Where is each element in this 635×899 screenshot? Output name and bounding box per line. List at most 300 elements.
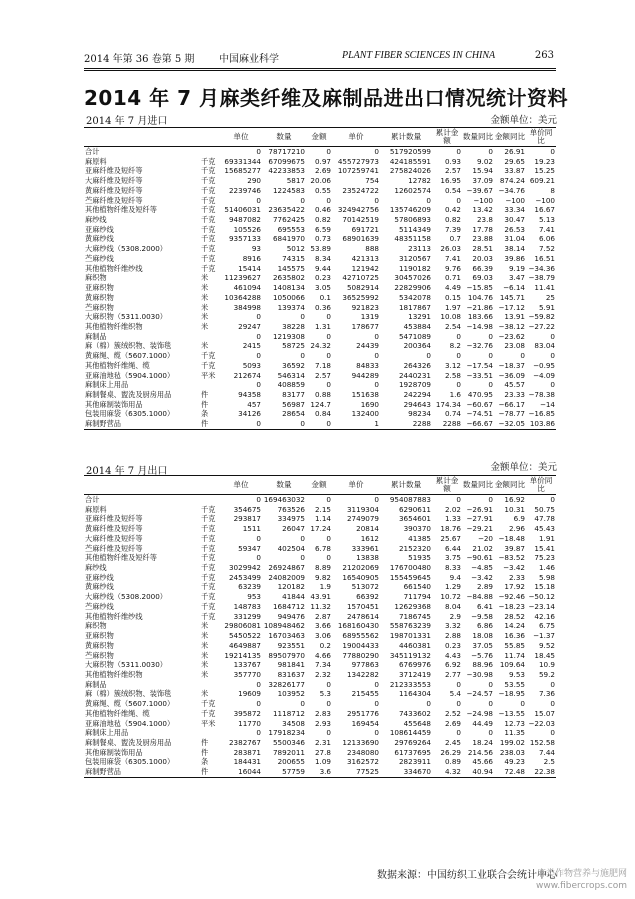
row-value: 4.49 (444, 283, 461, 293)
row-value: 4.66 (314, 650, 331, 660)
row-value: 1.14 (314, 514, 331, 524)
row-value: 5500346 (272, 737, 305, 747)
row-value: 0.89 (444, 757, 461, 767)
row-value: 18.76 (440, 524, 461, 534)
row-value: −100 (505, 195, 525, 205)
row-value: 7762425 (272, 215, 305, 225)
table-row (84, 544, 556, 554)
row-value: 178677 (351, 321, 379, 331)
row-value: 0 (300, 533, 305, 543)
table-row (84, 660, 556, 670)
row-value: 2951776 (346, 708, 379, 718)
row-value: −0.95 (532, 360, 555, 370)
row-value: 661540 (403, 582, 431, 592)
row-value: 333961 (351, 543, 379, 553)
row-value: 59.2 (538, 669, 555, 679)
row-value: 293817 (233, 514, 261, 524)
row-value: 334975 (277, 514, 305, 524)
row-value: 2.5 (543, 757, 555, 767)
row-value: 11770 (238, 718, 261, 728)
row-value: 408859 (277, 380, 305, 390)
row-value: −32.05 (498, 419, 525, 429)
row-value: 176700480 (389, 563, 431, 573)
row-name: 亚麻油地毡（5904.1000） (85, 718, 175, 728)
row-unit: 件 (201, 389, 209, 399)
row-value: 3029942 (228, 563, 261, 573)
row-value: 2.88 (444, 631, 461, 641)
row-value: 12782 (408, 176, 431, 186)
row-value: 242294 (403, 389, 431, 399)
row-value: −18.95 (498, 689, 525, 699)
header-cell: 单价同比 (526, 476, 556, 495)
row-value: 2.45 (444, 737, 461, 747)
row-value: 6290611 (398, 504, 431, 514)
row-value: 121942 (351, 263, 379, 273)
row-name: 苎麻织物 (85, 650, 114, 660)
row-unit: 千克 (201, 553, 216, 563)
row-value: 50.75 (534, 504, 555, 514)
table-row (84, 400, 556, 410)
import-section-label: 2014 年 7 月进口 (86, 116, 168, 127)
row-value: 1817867 (398, 302, 431, 312)
row-value: 944289 (351, 370, 379, 380)
row-value: 16540905 (342, 572, 379, 582)
table-row (84, 699, 556, 709)
import-table-block (84, 127, 556, 430)
row-value: 6.59 (314, 224, 331, 234)
row-name: 麻织物 (85, 621, 107, 631)
watermark-line2: www.fibercrops.com (536, 881, 627, 891)
row-value: 546314 (277, 370, 305, 380)
row-value: 0 (326, 331, 331, 341)
row-unit: 千克 (201, 263, 216, 273)
row-value: 8 (550, 185, 555, 195)
row-value: 0 (256, 495, 261, 504)
row-unit: 米 (201, 650, 209, 660)
header-cell: 数量同比 (462, 476, 494, 495)
row-value: 77880290 (342, 650, 379, 660)
row-value: 3.05 (314, 283, 331, 293)
row-value: 4460381 (398, 640, 431, 650)
row-value: 199.02 (499, 737, 525, 747)
row-name: 麻纱线 (85, 563, 107, 573)
row-value: 0 (256, 679, 261, 689)
row-value: 2.33 (508, 572, 525, 582)
row-value: 168160430 (337, 621, 379, 631)
row-value: −59.82 (528, 312, 555, 322)
row-value: 2382767 (228, 737, 261, 747)
row-value: 26924867 (268, 563, 305, 573)
row-value: 15685277 (224, 166, 261, 176)
row-value: 66392 (356, 592, 379, 602)
row-value: 2.32 (314, 669, 331, 679)
row-value: 0 (300, 195, 305, 205)
row-value: 0 (520, 699, 525, 709)
row-value: 88.96 (472, 660, 493, 670)
row-value: 83177 (282, 389, 305, 399)
row-value: 19214135 (224, 650, 261, 660)
row-name: 大麻纤维及短纤等 (85, 176, 143, 186)
row-value: 831637 (277, 669, 305, 679)
row-value: 12602574 (394, 185, 431, 195)
row-value: −23.62 (498, 331, 525, 341)
row-value: 455648 (403, 718, 431, 728)
row-name: 亚麻油地毡（5904.1000） (85, 370, 175, 380)
row-value: 18.08 (472, 631, 493, 641)
row-value: 1928709 (398, 380, 431, 390)
row-value: 58725 (282, 341, 305, 351)
row-value: 34126 (238, 409, 261, 419)
row-value: 977863 (351, 660, 379, 670)
row-value: 3.32 (444, 621, 461, 631)
row-unit: 千克 (201, 195, 216, 205)
row-value: 0.2 (319, 640, 331, 650)
row-value: 2.54 (444, 321, 461, 331)
row-name: 其他植物纤维及短纤等 (85, 205, 157, 215)
row-value: 0 (456, 679, 461, 689)
row-value: 214.56 (467, 747, 493, 757)
row-name: 黄麻纱线 (85, 582, 114, 592)
row-value: 53.55 (504, 679, 525, 689)
row-value: 108614459 (389, 728, 431, 738)
row-value: 5.13 (538, 215, 555, 225)
row-unit: 千克 (201, 360, 216, 370)
row-value: 7.41 (538, 224, 555, 234)
row-name: 其他植物纤维纱线 (85, 611, 143, 621)
table-row (84, 748, 556, 758)
row-value: 10.08 (440, 312, 461, 322)
row-value: 3120567 (398, 253, 431, 263)
row-value: 107259741 (337, 166, 379, 176)
row-value: −16.85 (528, 409, 555, 419)
header-cell: 累计金额 (432, 128, 462, 147)
table-row (84, 689, 556, 699)
table-row (84, 332, 556, 342)
table-row (84, 234, 556, 244)
row-value: 5082914 (346, 283, 379, 293)
row-value: 78717210 (268, 147, 305, 156)
row-name: 合计 (85, 147, 100, 156)
row-value: 3.06 (314, 631, 331, 641)
row-value: −3.42 (502, 563, 525, 573)
table-row (84, 273, 556, 283)
row-value: 1612 (360, 533, 379, 543)
row-value: −50.12 (528, 592, 555, 602)
row-value: 0 (550, 699, 555, 709)
row-value: −36.09 (498, 370, 525, 380)
row-value: 32826177 (268, 679, 305, 689)
row-name: 黄麻绳、缆（5607.1000） (85, 699, 175, 709)
table-row (84, 680, 556, 690)
header-cell: 单位 (220, 128, 262, 147)
row-value: 754 (365, 176, 379, 186)
row-value: 70142519 (342, 215, 379, 225)
row-unit: 千克 (201, 244, 216, 254)
header-rule-double (84, 70, 556, 71)
row-value: 6.75 (538, 621, 555, 631)
row-value: 5471089 (398, 331, 431, 341)
row-value: 56987 (282, 399, 305, 409)
row-name: 大麻织物（5311.0030） (85, 660, 167, 670)
row-value: 2635802 (272, 273, 305, 283)
row-value: 0.23 (314, 273, 331, 283)
row-value: 0 (326, 533, 331, 543)
row-value: 0 (374, 380, 379, 390)
row-value: 72.48 (504, 767, 525, 777)
row-unit: 千克 (201, 543, 216, 553)
row-value: 27.8 (314, 747, 331, 757)
row-name: 黄麻纤维及短纤等 (85, 185, 143, 195)
row-name: 其他植物纤维及短纤等 (85, 553, 157, 563)
table-row (84, 205, 556, 215)
row-value: 15414 (238, 263, 261, 273)
table-row (84, 215, 556, 225)
row-value: 42233853 (268, 166, 305, 176)
import-table-body (84, 147, 556, 429)
page-title: 2014 年 7 月麻类纤维及麻制品进出口情况统计资料 (84, 86, 568, 110)
row-value: 0 (488, 351, 493, 361)
row-value: 124.7 (310, 399, 331, 409)
row-value: −27.22 (528, 321, 555, 331)
row-unit (200, 728, 220, 738)
row-value: 30.47 (504, 215, 525, 225)
row-name: 包装用麻袋（6305.1000） (85, 409, 175, 419)
row-value: −18.48 (498, 533, 525, 543)
table-row (84, 757, 556, 767)
row-value: 36592 (282, 360, 305, 370)
row-value: 0 (426, 699, 431, 709)
row-value: 1.9 (319, 582, 331, 592)
row-value: 0.55 (314, 185, 331, 195)
row-value: 513072 (351, 582, 379, 592)
row-value: 9.4 (449, 572, 461, 582)
row-value: 0 (374, 195, 379, 205)
row-value: −33.51 (466, 370, 493, 380)
row-value: 5.91 (538, 302, 555, 312)
table-row (84, 651, 556, 661)
table-row (84, 728, 556, 738)
row-value: 345119132 (389, 650, 431, 660)
row-value: −27.91 (466, 514, 493, 524)
table-row (84, 312, 556, 322)
row-unit (200, 495, 220, 505)
row-value: −1.37 (532, 631, 555, 641)
row-value: 0 (550, 380, 555, 390)
row-name: 麻制餐桌、盥洗及厨房用品 (85, 389, 172, 399)
row-name: 黄麻纱线 (85, 234, 114, 244)
row-value: 695553 (277, 224, 305, 234)
row-value: −38.12 (498, 321, 525, 331)
row-value: 23524722 (342, 185, 379, 195)
row-value: 42.16 (534, 611, 555, 621)
row-value: 200364 (403, 341, 431, 351)
row-value: −4.85 (470, 563, 493, 573)
row-value: 29.65 (504, 156, 525, 166)
row-value: 13838 (356, 553, 379, 563)
table-row (84, 225, 556, 235)
row-name: 麻原料 (85, 156, 107, 166)
row-value: 264326 (403, 360, 431, 370)
export-table (84, 476, 556, 777)
row-value: −100 (473, 195, 493, 205)
row-value: 198701331 (389, 631, 431, 641)
row-value: 334670 (403, 767, 431, 777)
row-value: 23.33 (504, 389, 525, 399)
table-row (84, 147, 556, 157)
table-row (84, 524, 556, 534)
row-value: 145.71 (499, 292, 525, 302)
row-value: 0 (488, 699, 493, 709)
row-value: 0 (300, 351, 305, 361)
row-value: 67099675 (268, 156, 305, 166)
row-value: 0 (550, 728, 555, 738)
row-unit: 千克 (201, 234, 216, 244)
row-value: 0 (326, 147, 331, 156)
row-value: 1570451 (346, 601, 379, 611)
row-value: 94358 (238, 389, 261, 399)
table-row (84, 264, 556, 274)
table-row (84, 293, 556, 303)
row-value: 8916 (242, 253, 261, 263)
row-value: −32.76 (466, 341, 493, 351)
row-value: 2478614 (346, 611, 379, 621)
row-value: 2.77 (444, 669, 461, 679)
row-value: −22.03 (528, 718, 555, 728)
table-row (84, 157, 556, 167)
row-value: 2823911 (398, 757, 431, 767)
row-value: −14 (539, 399, 555, 409)
row-value: 9.52 (538, 640, 555, 650)
row-value: 8.34 (314, 253, 331, 263)
row-value: 3.66 (314, 621, 331, 631)
row-value: 15.41 (534, 543, 555, 553)
row-name: 苎麻纱线 (85, 253, 114, 263)
row-value: −20 (477, 533, 493, 543)
row-name: 亚麻织物 (85, 283, 114, 293)
row-value: 11.74 (504, 650, 525, 660)
row-value: 77525 (356, 767, 379, 777)
row-unit: 米 (201, 640, 209, 650)
row-value: 25 (545, 292, 555, 302)
row-value: 888 (365, 244, 379, 254)
table-row (84, 709, 556, 719)
row-value: −100 (535, 195, 555, 205)
row-value: 11.32 (310, 601, 331, 611)
row-unit: 条 (201, 409, 209, 419)
row-name: 苎麻织物 (85, 302, 114, 312)
row-value: 41385 (408, 533, 431, 543)
row-value: 212674 (233, 370, 261, 380)
row-unit: 米 (201, 283, 209, 293)
row-value: 874.24 (499, 176, 525, 186)
row-value: −30.98 (466, 669, 493, 679)
row-value: −9.58 (470, 611, 493, 621)
row-value: 19.23 (534, 156, 555, 166)
row-value: 169463032 (263, 495, 305, 504)
row-value: 461094 (233, 283, 261, 293)
row-value: 104.76 (467, 292, 493, 302)
row-value: 1.6 (449, 389, 461, 399)
table-row (84, 767, 556, 777)
row-value: −39.67 (466, 185, 493, 195)
header-cell: 金额 (306, 128, 332, 147)
running-header (84, 50, 554, 66)
row-value: 0.82 (314, 215, 331, 225)
export-table-body (84, 495, 556, 777)
row-value: −84.88 (466, 592, 493, 602)
table-row (84, 621, 556, 631)
row-value: 18.24 (472, 737, 493, 747)
row-value: 18.45 (534, 650, 555, 660)
table-row (84, 322, 556, 332)
header-cell: 金额 (306, 476, 332, 495)
row-value: 16044 (238, 767, 261, 777)
row-value: 0.42 (444, 205, 461, 215)
row-value: 24439 (356, 341, 379, 351)
row-value: 0 (256, 147, 261, 156)
row-value: 63239 (238, 582, 261, 592)
page-number: 263 (534, 50, 554, 61)
row-value: −38.79 (528, 273, 555, 283)
row-value: 6.41 (476, 601, 493, 611)
row-value: −66.67 (466, 419, 493, 429)
row-value: 0 (374, 679, 379, 689)
row-value: −15.85 (466, 283, 493, 293)
row-value: 953 (247, 592, 261, 602)
row-value: 0 (256, 419, 261, 429)
row-value: 1342282 (346, 669, 379, 679)
row-value: 0.23 (444, 640, 461, 650)
row-value: 22.38 (534, 767, 555, 777)
row-unit: 件 (201, 737, 209, 747)
row-value: 29769264 (394, 737, 431, 747)
row-value: 5817 (286, 176, 305, 186)
row-name: 苎麻纱线 (85, 601, 114, 611)
row-value: 2415 (242, 341, 261, 351)
row-value: 1511 (242, 524, 261, 534)
table-row (84, 419, 556, 429)
row-value: 0 (300, 419, 305, 429)
row-value: 155459645 (389, 572, 431, 582)
row-unit: 平米 (201, 718, 216, 728)
row-value: 23.88 (472, 234, 493, 244)
row-name: 麻制品 (85, 679, 107, 689)
row-value: 11.35 (504, 728, 525, 738)
row-value: 0 (374, 699, 379, 709)
row-value: 45.57 (504, 380, 525, 390)
row-unit: 千克 (201, 582, 216, 592)
row-value: 45.43 (534, 524, 555, 534)
row-value: 0.97 (314, 156, 331, 166)
row-unit: 米 (201, 273, 209, 283)
row-value: 395872 (233, 708, 261, 718)
data-source-note: 数据来源：中国纺织工业联合会统计中心 (377, 870, 557, 881)
row-value: 7433602 (398, 708, 431, 718)
row-value: 0 (326, 351, 331, 361)
row-value: 26.03 (440, 244, 461, 254)
row-value: 40.94 (472, 767, 493, 777)
header-cell: 单价同比 (526, 128, 556, 147)
row-value: 763526 (277, 504, 305, 514)
row-name: 麻制品 (85, 331, 107, 341)
row-value: 283871 (233, 747, 261, 757)
row-unit: 千克 (201, 524, 216, 534)
table-row (84, 573, 556, 583)
row-value: 6.78 (314, 543, 331, 553)
row-unit: 千克 (201, 572, 216, 582)
row-value: 0 (374, 147, 379, 156)
row-value: 2.9 (449, 611, 461, 621)
